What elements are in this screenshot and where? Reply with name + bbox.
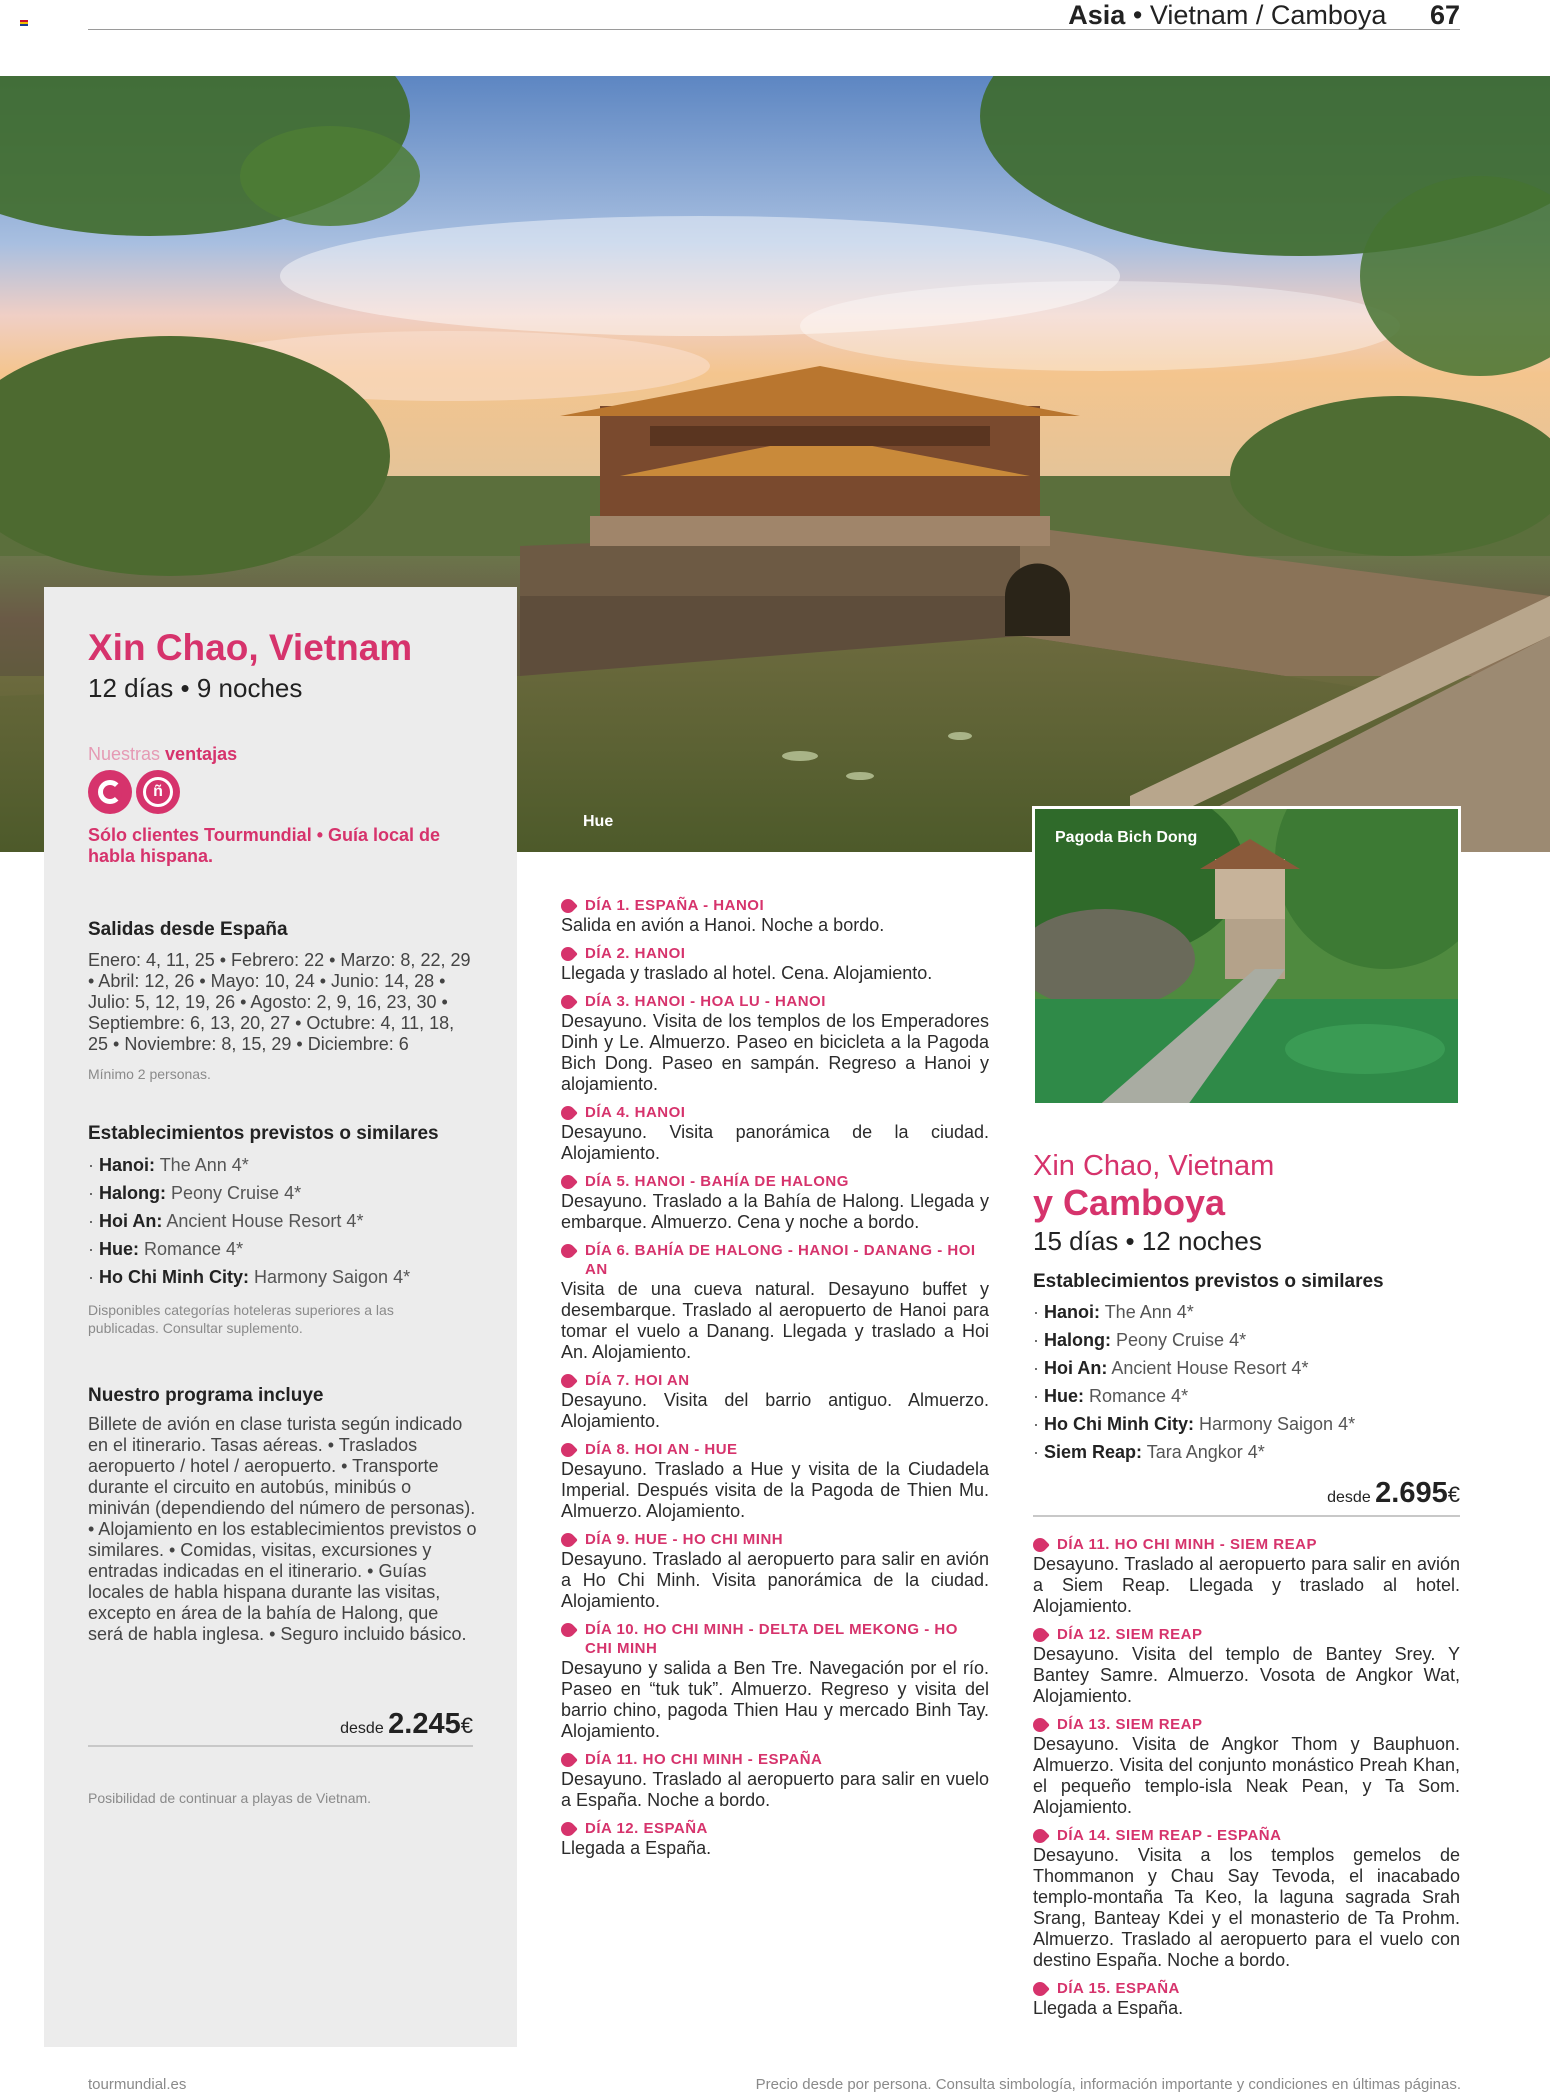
itinerary-day: DÍA 14. SIEM REAP - ESPAÑA Desayuno. Visita a los templos gemelos de Thommanon y Chau Say Tevoda, el inacabado templo-montaña Ta Keo, la laguna sagrada Srah Srang, Banteay Kdei y el monasterio de Ta Prohm. Almuerzo. Traslado al aeropuerto para el vuelo con destino España. Noche a bordo. bbox=[1033, 1827, 1460, 1970]
list-item: · Hue: Romance 4* bbox=[88, 1239, 244, 1259]
advantages-label bbox=[88, 744, 237, 765]
header-countries: Vietnam / Camboya bbox=[1149, 0, 1387, 30]
includes-heading: Nuestro programa incluye bbox=[88, 1385, 324, 1406]
footer-disclaimer: Precio desde por persona. Consulta simbología, información importante y condiciones en últimas páginas. bbox=[755, 2076, 1461, 2093]
itinerary-day: DÍA 3. HANOI - HOA LU - HANOI Desayuno. Visita de los templos de los Emperadores Dinh y Le. Almuerzo. Paseo en bicicleta a la Pagoda Bich Dong. Paseo en sampán. Regreso a Hanoi y alojamiento. bbox=[561, 993, 989, 1094]
tour2-duration: 15 días • 12 noches bbox=[1033, 1226, 1262, 1256]
list-item: · Ho Chi Minh City: Harmony Saigon 4* bbox=[88, 1267, 411, 1287]
list-item: · Hoi An: Ancient House Resort 4* bbox=[1033, 1358, 1309, 1378]
list-item: · Hue: Romance 4* bbox=[1033, 1386, 1189, 1406]
beach-note: Posibilidad de continuar a playas de Vietnam. bbox=[88, 1790, 372, 1806]
tour1-duration: 12 días • 9 noches bbox=[88, 673, 303, 703]
footer-site[interactable]: tourmundial.es bbox=[88, 2076, 187, 2093]
advantage-icons bbox=[88, 770, 180, 816]
spanish-guide-glyph: ñ bbox=[143, 777, 173, 807]
itinerary-day: DÍA 15. ESPAÑA Llegada a España. bbox=[1033, 1979, 1460, 2019]
spanish-guide-icon bbox=[136, 770, 180, 814]
includes-text: Billete de avión en clase turista según indicado en el itinerario. Tasas aéreas. • Traslados aeropuerto / hotel / aeropuerto. • Transporte durante el circuito en autobús, minibús o miniván (dependiendo del número de personas). • Alojamiento en los establecimientos previstos o similares. • Comidas, visitas, excursiones y entradas indicadas en el itinerario. • Guías locales de habla hispana durante las visitas, excepto en área de la bahía de Halong, que será de habla inglesa. • Seguro incluido básico. bbox=[88, 1414, 477, 1644]
itinerary-day: DÍA 13. SIEM REAP Desayuno. Visita de Angkor Thom y Bauphuon. Almuerzo. Visita del conjunto monástico Preah Khan, el pequeño templo-isla Neak Pean, y Ta Som. Alojamiento. bbox=[1033, 1716, 1460, 1817]
itinerary-day: DÍA 12. SIEM REAP Desayuno. Visita del templo de Bantey Srey. Y Bantey Samre. Almuerzo. Vosota de Angkor Wat, Alojamiento. bbox=[1033, 1626, 1460, 1706]
hotels1-list bbox=[88, 1151, 488, 1291]
list-item: · Hoi An: Ancient House Resort 4* bbox=[88, 1211, 364, 1231]
tour2-title-line2: y Camboya bbox=[1033, 1182, 1226, 1223]
hotels2-list bbox=[1033, 1298, 1433, 1466]
itinerary-day: DÍA 1. ESPAÑA - HANOI Salida en avión a Hanoi. Noche a bordo. bbox=[561, 896, 989, 936]
itinerary-day: DÍA 11. HO CHI MINH - ESPAÑA Desayuno. Traslado al aeropuerto para salir en vuelo a España. Noche a bordo. bbox=[561, 1751, 989, 1810]
list-item: · Halong: Peony Cruise 4* bbox=[88, 1183, 302, 1203]
minimum-note: Mínimo 2 personas. bbox=[88, 1066, 211, 1082]
flag-icon bbox=[20, 20, 28, 26]
price2-divider bbox=[1033, 1515, 1460, 1517]
tour2-title-line1: Xin Chao, Vietnam bbox=[1033, 1150, 1275, 1182]
tour2-price: desde 2.695€ bbox=[1327, 1477, 1460, 1509]
itinerary-day: DÍA 8. HOI AN - HUE Desayuno. Traslado a Hue y visita de la Ciudadela Imperial. Después visita de la Pagoda de Thien Mu. Almuerzo. Alojamiento. bbox=[561, 1441, 989, 1521]
list-item: · Siem Reap: Tara Angkor 4* bbox=[1033, 1442, 1265, 1462]
itinerary-day: DÍA 10. HO CHI MINH - DELTA DEL MEKONG - HO CHI MINH Desayuno y salida a Ben Tre. Navegación por el río. Paseo en “tuk tuk”. Almuerzo. Regreso y visita del barrio chino, pagoda Thien Hau y mercado Binh Tay. Alojamiento. bbox=[561, 1621, 989, 1741]
advantages-bold: ventajas bbox=[165, 744, 238, 764]
tour1-title: Xin Chao, Vietnam bbox=[88, 627, 413, 668]
itinerary-day: DÍA 2. HANOI Llegada y traslado al hotel. Cena. Alojamiento. bbox=[561, 944, 989, 984]
pagoda-bich-dong-photo bbox=[1032, 806, 1461, 1106]
caption-hue: Hue bbox=[583, 813, 614, 830]
hotels-note: Disponibles categorías hoteleras superiores a las publicadas. Consultar suplemento. bbox=[88, 1302, 394, 1336]
itinerary-day: DÍA 7. HOI AN Desayuno. Visita del barrio antiguo. Almuerzo. Alojamiento. bbox=[561, 1372, 989, 1431]
itinerary-day: DÍA 4. HANOI Desayuno. Visita panorámica de la ciudad. Alojamiento. bbox=[561, 1104, 989, 1163]
list-item: · Hanoi: The Ann 4* bbox=[88, 1155, 249, 1175]
itinerary-day: DÍA 11. HO CHI MINH - SIEM REAP Desayuno. Traslado al aeropuerto para salir en avión a Siem Reap. Llegada y traslado al hotel. Alojamiento. bbox=[1033, 1536, 1460, 1616]
tour-info-panel bbox=[44, 587, 517, 2047]
page-number: 67 bbox=[1429, 0, 1460, 30]
itinerary2-column bbox=[1033, 1535, 1460, 2027]
departures-heading: Salidas desde España bbox=[88, 919, 288, 940]
header-region: Asia bbox=[1068, 0, 1126, 30]
list-item: · Hanoi: The Ann 4* bbox=[1033, 1302, 1194, 1322]
price-divider bbox=[88, 1745, 473, 1747]
pagoda-illustration bbox=[1035, 809, 1461, 1106]
tourmundial-exclusive-icon bbox=[88, 770, 132, 814]
departures-list: Enero: 4, 11, 25 • Febrero: 22 • Marzo: 8, 22, 29 • Abril: 12, 26 • Mayo: 10, 24 • Junio: 14, 28 • Julio: 5, 12, 19, 26 • Agosto: 2, 9, 16, 23, 30 • Septiembre: 6, 13, 20, 27 • Octubre: 4, 11, 18, 25 • Noviembre: 8, 15, 29 • Diciembre: 6 bbox=[88, 950, 471, 1054]
header-separator: • bbox=[1132, 0, 1143, 30]
list-item: · Halong: Peony Cruise 4* bbox=[1033, 1330, 1247, 1350]
itinerary-day: DÍA 5. HANOI - BAHÍA DE HALONG Desayuno. Traslado a la Bahía de Halong. Llegada y embarque. Almuerzo. Cena y noche a bordo. bbox=[561, 1173, 989, 1232]
hotels1-heading: Establecimientos previstos o similares bbox=[88, 1123, 439, 1144]
hotels2-heading: Establecimientos previstos o similares bbox=[1033, 1271, 1384, 1292]
advantages-light: Nuestras bbox=[88, 744, 161, 764]
itinerary-day: DÍA 12. ESPAÑA Llegada a España. bbox=[561, 1819, 989, 1859]
itinerary-day: DÍA 6. BAHÍA DE HALONG - HANOI - DANANG - HOI AN Visita de una cueva natural. Desayuno buffet y desembarque. Traslado al aeropuerto de Hanoi para tomar el vuelo a Danang. Llegada y traslado a Hoi An. Alojamiento. bbox=[561, 1242, 989, 1362]
itinerary-day: DÍA 9. HUE - HO CHI MINH Desayuno. Traslado al aeropuerto para salir en avión a Ho Chi Minh. Visita panorámica de la ciudad. Alojamiento. bbox=[561, 1531, 989, 1611]
exclusive-note: Sólo clientes Tourmundial • Guía local de habla hispana. bbox=[88, 825, 441, 866]
page-header bbox=[1068, 0, 1460, 31]
list-item: · Ho Chi Minh City: Harmony Saigon 4* bbox=[1033, 1414, 1356, 1434]
tour1-price: desde 2.245€ bbox=[340, 1708, 473, 1740]
caption-pagoda: Pagoda Bich Dong bbox=[1055, 829, 1198, 846]
itinerary1-column bbox=[561, 896, 989, 1867]
